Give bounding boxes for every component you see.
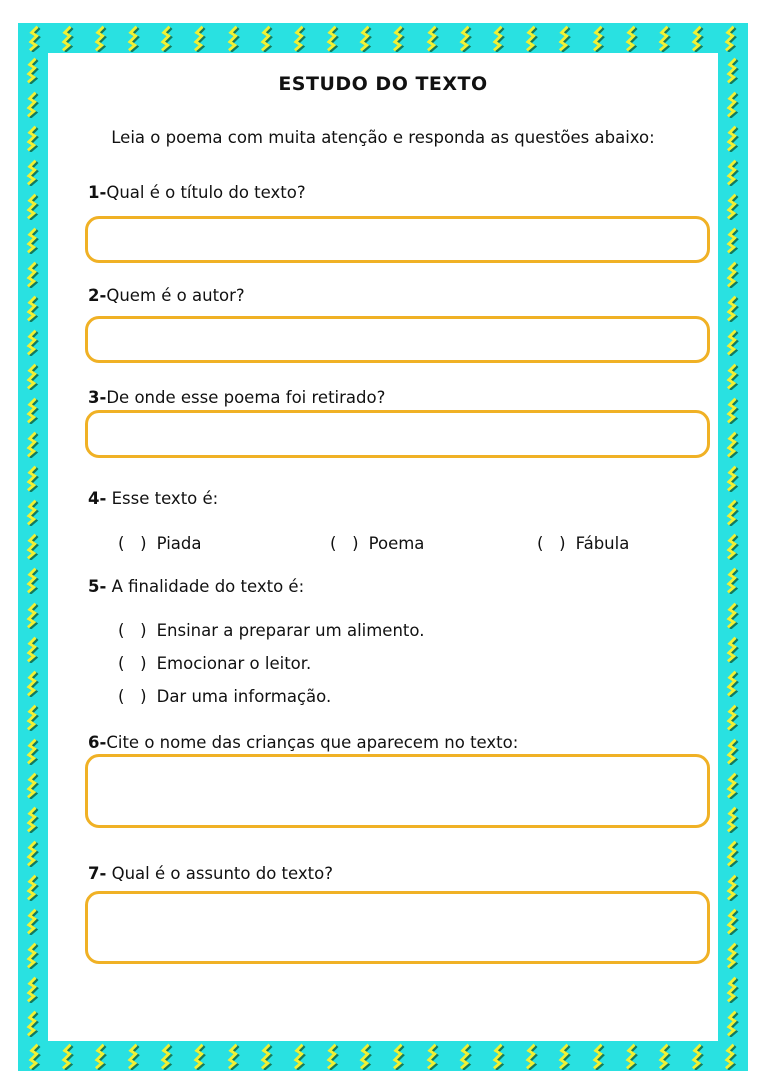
option-ensinar[interactable] bbox=[118, 621, 424, 640]
question-1-label bbox=[88, 183, 306, 202]
question-2-text: Quem é o autor? bbox=[106, 286, 245, 305]
option-label: Dar uma informação. bbox=[156, 687, 332, 706]
question-3-number: 3- bbox=[88, 388, 107, 407]
option-dar-informacao[interactable] bbox=[118, 687, 331, 706]
question-7-text: Qual é o assunto do texto? bbox=[106, 864, 333, 883]
checkbox-parentheses[interactable]: ( ) bbox=[537, 534, 566, 553]
question-5-number: 5- bbox=[88, 577, 107, 596]
answer-box-question-2[interactable] bbox=[85, 316, 710, 363]
option-piada[interactable] bbox=[118, 534, 201, 553]
option-emocionar[interactable] bbox=[118, 654, 311, 673]
option-label: Poema bbox=[368, 534, 425, 553]
option-label: Piada bbox=[156, 534, 202, 553]
checkbox-parentheses[interactable]: ( ) bbox=[118, 621, 147, 640]
question-3-text: De onde esse poema foi retirado? bbox=[106, 388, 386, 407]
option-poema[interactable] bbox=[330, 534, 424, 553]
question-1-number: 1- bbox=[88, 183, 107, 202]
option-fabula[interactable] bbox=[537, 534, 629, 553]
question-4-label bbox=[88, 489, 218, 508]
instruction-text: Leia o poema com muita atenção e responda as questões abaixo: bbox=[111, 128, 655, 147]
checkbox-parentheses[interactable]: ( ) bbox=[330, 534, 359, 553]
question-7-number: 7- bbox=[88, 864, 107, 883]
answer-box-question-6[interactable] bbox=[85, 754, 710, 828]
page-title: ESTUDO DO TEXTO bbox=[278, 73, 488, 95]
checkbox-parentheses[interactable]: ( ) bbox=[118, 687, 147, 706]
question-3-label bbox=[88, 388, 385, 407]
answer-box-question-3[interactable] bbox=[85, 410, 710, 458]
option-label: Emocionar o leitor. bbox=[156, 654, 312, 673]
question-5-text: A finalidade do texto é: bbox=[106, 577, 305, 596]
question-2-label bbox=[88, 286, 245, 305]
checkbox-parentheses[interactable]: ( ) bbox=[118, 534, 147, 553]
question-4-number: 4- bbox=[88, 489, 107, 508]
question-5-label bbox=[88, 577, 304, 596]
question-6-text: Cite o nome das crianças que aparecem no texto: bbox=[106, 733, 519, 752]
question-6-label bbox=[88, 733, 518, 752]
question-2-number: 2- bbox=[88, 286, 107, 305]
question-4-text: Esse texto é: bbox=[106, 489, 219, 508]
question-1-text: Qual é o título do texto? bbox=[106, 183, 306, 202]
answer-box-question-1[interactable] bbox=[85, 216, 710, 263]
question-7-label bbox=[88, 864, 333, 883]
question-6-number: 6- bbox=[88, 733, 107, 752]
option-label: Fábula bbox=[575, 534, 630, 553]
checkbox-parentheses[interactable]: ( ) bbox=[118, 654, 147, 673]
option-label: Ensinar a preparar um alimento. bbox=[156, 621, 425, 640]
answer-box-question-7[interactable] bbox=[85, 891, 710, 964]
